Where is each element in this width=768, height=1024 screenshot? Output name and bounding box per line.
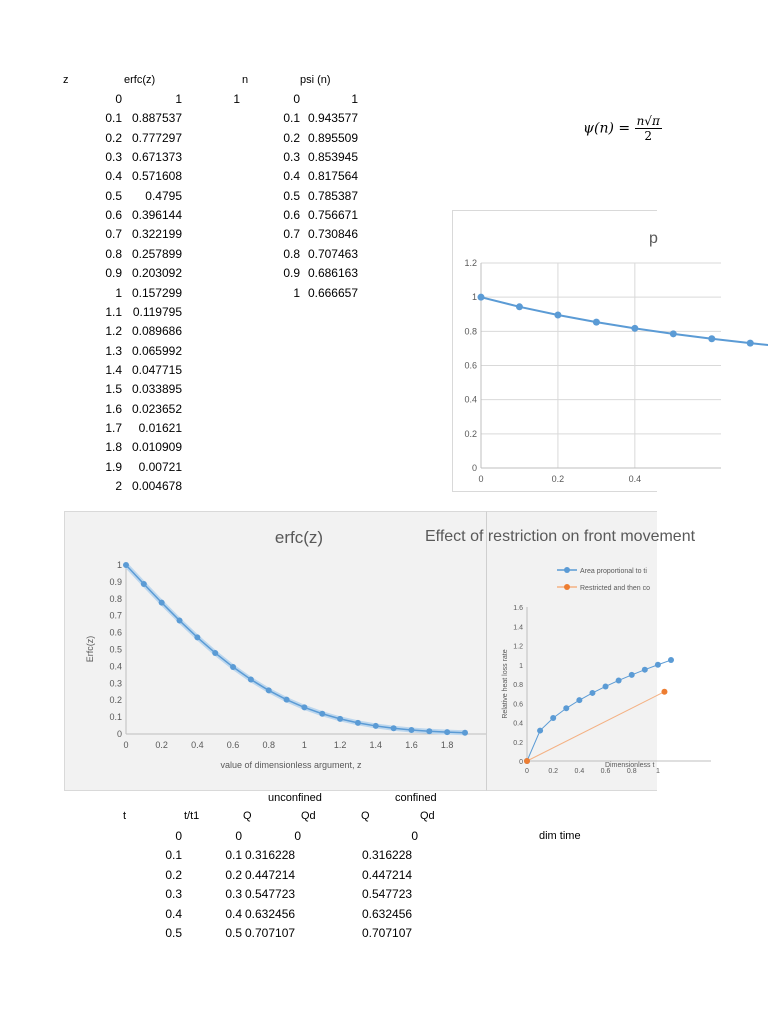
z-value-cell: 0.5 bbox=[105, 189, 122, 203]
y-tick-label: 0.8 bbox=[464, 326, 477, 337]
data-point bbox=[537, 728, 543, 734]
erfc-value-cell: 0.396144 bbox=[131, 208, 182, 222]
x-axis-title: Dimensionless t bbox=[605, 762, 655, 769]
n-value-cell: 0.1 bbox=[283, 111, 300, 125]
psi-value-cell: 0.707463 bbox=[307, 247, 358, 261]
series-line bbox=[527, 660, 671, 761]
col-header-t-t1: t/t1 bbox=[184, 810, 200, 822]
erfc-chart-svg bbox=[65, 512, 487, 790]
q-unconfined-cell: 0.707107 bbox=[245, 926, 296, 940]
data-point bbox=[248, 677, 254, 683]
formula-lhs: ψ(n) = bbox=[583, 120, 631, 137]
erfc-value-cell: 0.322199 bbox=[131, 227, 182, 241]
z-value-cell: 0.3 bbox=[105, 150, 122, 164]
x-tick-label: 1 bbox=[655, 768, 660, 775]
data-point bbox=[373, 723, 379, 729]
erfc-value-cell: 0.203092 bbox=[131, 266, 182, 280]
chart-title: p bbox=[649, 230, 658, 247]
data-point bbox=[141, 581, 147, 587]
n-value-cell: 1 bbox=[293, 286, 300, 300]
z-value-cell: 1.6 bbox=[105, 402, 122, 416]
erfc-chart[interactable] bbox=[64, 511, 488, 791]
psi-value-cell: 1 bbox=[351, 92, 358, 106]
data-point bbox=[212, 650, 218, 656]
erfc-value-cell: 0.01621 bbox=[138, 421, 182, 435]
series-line bbox=[126, 565, 465, 733]
z-value-cell: 1.5 bbox=[105, 382, 122, 396]
x-axis-title: value of dimensionless argument, z bbox=[220, 760, 362, 770]
n-value-cell: 0.4 bbox=[283, 169, 300, 183]
data-point bbox=[319, 711, 325, 717]
z-value-cell: 1 bbox=[115, 286, 122, 300]
q-confined-cell: 0 bbox=[411, 829, 418, 843]
x-tick-label: 1.2 bbox=[333, 740, 347, 750]
psi-value-cell: 0.730846 bbox=[307, 227, 358, 241]
psi-chart-svg bbox=[453, 211, 657, 491]
x-tick-label: 0.8 bbox=[626, 768, 637, 775]
q-unconfined-cell: 0.547723 bbox=[245, 887, 296, 901]
erfc-value-cell: 0.887537 bbox=[131, 111, 182, 125]
psi-value-cell: 0.853945 bbox=[307, 150, 358, 164]
y-tick-label: 0.2 bbox=[513, 739, 523, 747]
x-tick-label: 0.6 bbox=[226, 740, 240, 750]
n-value-cell: 0.9 bbox=[283, 266, 300, 280]
legend-marker-blue bbox=[564, 567, 570, 573]
y-tick-label: 0.4 bbox=[464, 394, 477, 405]
data-point bbox=[123, 562, 129, 568]
x-tick-label: 0.2 bbox=[155, 740, 168, 750]
x-tick-label: 0.4 bbox=[574, 768, 585, 775]
t-t1-cell: 0.2 bbox=[225, 868, 242, 882]
x-tick-label: 1.8 bbox=[440, 740, 454, 750]
t-t1-cell: 0.5 bbox=[225, 926, 242, 940]
data-point bbox=[266, 687, 272, 693]
n-value-cell: 0.3 bbox=[283, 150, 300, 164]
n-value-cell: 0.7 bbox=[283, 227, 300, 241]
data-point bbox=[524, 758, 530, 764]
q-confined-cell: 0.707107 bbox=[362, 926, 413, 940]
z-value-cell: 0 bbox=[115, 92, 122, 106]
q-unconfined-cell: 0.316228 bbox=[245, 848, 296, 862]
z-value-cell: 1.7 bbox=[105, 421, 122, 435]
erfc-value-cell: 0.023652 bbox=[131, 402, 182, 416]
z-value-cell: 0.7 bbox=[105, 227, 122, 241]
y-tick-label: 0.5 bbox=[109, 644, 122, 655]
n-value-cell: 0.6 bbox=[283, 208, 300, 222]
col-header-psi: psi (n) bbox=[300, 74, 331, 86]
data-point bbox=[301, 704, 307, 710]
y-tick-label: 0.4 bbox=[109, 661, 122, 672]
n-value-cell: 0.8 bbox=[283, 247, 300, 261]
col-header-n: n bbox=[242, 74, 249, 86]
erfc-value-cell: 0.671373 bbox=[131, 150, 182, 164]
data-point bbox=[516, 303, 523, 310]
data-point bbox=[642, 667, 648, 673]
z-value-cell: 2 bbox=[115, 479, 122, 493]
psi-value-cell: 0.666657 bbox=[307, 286, 358, 300]
group-header-unconfined: unconfined bbox=[268, 792, 322, 804]
data-point bbox=[661, 689, 667, 695]
y-tick-label: 0.6 bbox=[109, 627, 122, 638]
psi-formula bbox=[583, 114, 662, 143]
data-point bbox=[593, 319, 600, 326]
erfc-value-cell: 0.119795 bbox=[132, 305, 182, 319]
group-header-confined: confined bbox=[395, 792, 437, 804]
erfc-value-cell: 0.257899 bbox=[131, 247, 182, 261]
series-halo bbox=[126, 565, 465, 733]
psi-value-cell: 0.756671 bbox=[307, 208, 358, 222]
psi-chart[interactable] bbox=[452, 210, 657, 492]
z-value-cell: 1.9 bbox=[105, 460, 122, 474]
erfc-value-cell: 0.033895 bbox=[131, 382, 182, 396]
psi-value-cell: 0.895509 bbox=[307, 131, 358, 145]
y-tick-label: 0.6 bbox=[464, 360, 477, 371]
x-tick-label: 1.4 bbox=[369, 740, 383, 750]
n-value-cell: 0.2 bbox=[283, 131, 300, 145]
y-tick-label: 0 bbox=[471, 463, 477, 473]
t-t1-cell: 0.4 bbox=[225, 907, 242, 921]
y-tick-label: 0.1 bbox=[109, 712, 122, 723]
q-confined-cell: 0.447214 bbox=[362, 868, 413, 882]
data-point bbox=[563, 705, 569, 711]
erfc-value-cell: 0.004678 bbox=[131, 479, 182, 493]
data-point bbox=[337, 716, 343, 722]
x-tick-label: 0 bbox=[478, 474, 484, 484]
z-value-cell: 1.1 bbox=[105, 305, 122, 319]
z-value-cell: 1.8 bbox=[105, 440, 122, 454]
y-tick-label: 0.4 bbox=[513, 720, 523, 728]
n-value-cell: 0.5 bbox=[283, 189, 300, 203]
data-point bbox=[284, 697, 290, 703]
data-point bbox=[462, 730, 468, 736]
formula-denominator: 2 bbox=[644, 129, 653, 143]
x-tick-label: 0.2 bbox=[551, 474, 565, 484]
t-cell: 0 bbox=[175, 829, 182, 843]
col-header-erfc: erfc(z) bbox=[124, 74, 156, 86]
psi-value-cell: 0.686163 bbox=[307, 266, 358, 280]
z-value-cell: 0.4 bbox=[105, 169, 122, 183]
q-unconfined-cell: 0.447214 bbox=[245, 868, 296, 882]
erfc-value-cell: 0.157299 bbox=[131, 286, 182, 300]
t-cell: 0.5 bbox=[165, 926, 182, 940]
q-confined-cell: 0.632456 bbox=[362, 907, 413, 921]
data-point bbox=[554, 312, 561, 319]
z-value-cell: 0.8 bbox=[105, 247, 122, 261]
x-tick-label: 0.6 bbox=[600, 768, 611, 775]
q-confined-cell: 0.547723 bbox=[362, 887, 413, 901]
erfc-value-cell: 0.4795 bbox=[145, 189, 182, 203]
z-value-cell: 1.2 bbox=[105, 324, 122, 338]
erfc-value-cell: 0.777297 bbox=[131, 131, 182, 145]
col-header-q-confined: Q bbox=[361, 810, 370, 822]
psi-value-cell: 0.817564 bbox=[307, 169, 358, 183]
col-header-q-unconfined: Q bbox=[243, 810, 252, 822]
x-tick-label: 0.4 bbox=[628, 474, 642, 484]
z-value-cell: 0.2 bbox=[105, 131, 122, 145]
erfc-value-cell: 0.571608 bbox=[131, 169, 182, 183]
restriction-chart[interactable] bbox=[486, 511, 660, 791]
series-line bbox=[481, 297, 768, 354]
x-tick-label: 1 bbox=[301, 740, 307, 750]
y-tick-label: 0.2 bbox=[464, 428, 477, 439]
col-header-t: t bbox=[123, 810, 127, 822]
z-value-cell: 0.1 bbox=[105, 111, 122, 125]
data-point bbox=[603, 683, 609, 689]
x-tick-label: 0.8 bbox=[262, 740, 275, 750]
formula-fraction bbox=[635, 114, 662, 143]
y-axis-title: Relative heat loss rate bbox=[502, 649, 509, 719]
x-tick-label: 0 bbox=[525, 768, 529, 775]
t-cell: 0.2 bbox=[165, 868, 182, 882]
erfc-value-cell: 0.047715 bbox=[131, 363, 182, 377]
t-t1-cell: 0.3 bbox=[225, 887, 242, 901]
y-tick-label: 1 bbox=[519, 662, 523, 670]
col-header-qd-confined: Qd bbox=[420, 810, 435, 822]
data-point bbox=[655, 662, 661, 668]
y-tick-label: 0.9 bbox=[109, 576, 122, 587]
data-point bbox=[670, 330, 677, 337]
data-point bbox=[408, 727, 414, 733]
y-axis-title: Erfc(z) bbox=[85, 635, 95, 663]
y-tick-label: 1.2 bbox=[513, 643, 523, 651]
n-value-cell: 0 bbox=[293, 92, 300, 106]
q-unconfined-cell: 0 bbox=[294, 829, 301, 843]
z-value-cell: 1.4 bbox=[105, 363, 122, 377]
data-point bbox=[589, 690, 595, 696]
t-cell: 0.4 bbox=[165, 907, 182, 921]
data-point bbox=[478, 294, 485, 301]
n-value-cell: 1 bbox=[233, 92, 240, 106]
y-tick-label: 1 bbox=[116, 560, 122, 570]
legend-marker-orange bbox=[564, 584, 570, 590]
q-confined-cell: 0.316228 bbox=[362, 848, 413, 862]
y-tick-label: 0 bbox=[116, 729, 122, 739]
erfc-value-cell: 0.010909 bbox=[131, 440, 182, 454]
t-t1-cell: 0.1 bbox=[225, 848, 242, 862]
legend-label: Restricted and then co bbox=[580, 585, 651, 592]
data-point bbox=[576, 697, 582, 703]
y-tick-label: 1.2 bbox=[464, 258, 477, 268]
data-point bbox=[177, 618, 183, 624]
data-point bbox=[391, 725, 397, 731]
data-point bbox=[708, 335, 715, 342]
erfc-value-cell: 1 bbox=[175, 92, 182, 106]
t-t1-cell: 0 bbox=[235, 829, 242, 843]
series-line bbox=[527, 692, 664, 761]
x-tick-label: 0 bbox=[123, 740, 129, 750]
psi-value-cell: 0.785387 bbox=[307, 189, 358, 203]
z-value-cell: 0.9 bbox=[105, 266, 122, 280]
erfc-value-cell: 0.089686 bbox=[131, 324, 182, 338]
q-unconfined-cell: 0.632456 bbox=[245, 907, 296, 921]
data-point bbox=[631, 325, 638, 332]
col-header-z: z bbox=[63, 74, 69, 86]
formula-numerator: n√π bbox=[636, 114, 660, 128]
dim-time-label: dim time bbox=[539, 830, 581, 842]
z-value-cell: 0.6 bbox=[105, 208, 122, 222]
y-tick-label: 0.6 bbox=[513, 701, 523, 709]
x-tick-label: 0.2 bbox=[548, 768, 559, 775]
y-tick-label: 0.2 bbox=[109, 695, 122, 706]
data-point bbox=[629, 672, 635, 678]
erfc-value-cell: 0.00721 bbox=[138, 460, 182, 474]
t-cell: 0.3 bbox=[165, 887, 182, 901]
data-point bbox=[194, 634, 200, 640]
restriction-chart-svg bbox=[487, 512, 660, 790]
col-header-qd-unconfined: Qd bbox=[301, 810, 316, 822]
y-tick-label: 1.6 bbox=[513, 605, 523, 612]
legend-label: Area proportional to ti bbox=[580, 568, 647, 575]
erfc-value-cell: 0.065992 bbox=[131, 344, 182, 358]
y-tick-label: 0 bbox=[519, 759, 523, 766]
y-tick-label: 0.3 bbox=[109, 678, 122, 689]
data-point bbox=[444, 729, 450, 735]
data-point bbox=[747, 340, 754, 347]
y-tick-label: 1.4 bbox=[513, 624, 523, 632]
y-tick-label: 1 bbox=[471, 292, 477, 303]
t-cell: 0.1 bbox=[165, 848, 182, 862]
data-point bbox=[355, 720, 361, 726]
chart-title: erfc(z) bbox=[274, 528, 324, 547]
psi-value-cell: 0.943577 bbox=[307, 111, 358, 125]
y-tick-label: 0.7 bbox=[109, 610, 122, 621]
z-value-cell: 1.3 bbox=[105, 344, 122, 358]
x-tick-label: 0.4 bbox=[191, 740, 204, 750]
data-point bbox=[616, 677, 622, 683]
y-tick-label: 0.8 bbox=[513, 682, 523, 689]
data-point bbox=[668, 657, 674, 663]
data-point bbox=[230, 664, 236, 670]
y-tick-label: 0.8 bbox=[109, 593, 122, 604]
data-point bbox=[159, 600, 165, 606]
restriction-chart-title: Effect of restriction on front movement bbox=[425, 528, 696, 545]
x-tick-label: 1.6 bbox=[405, 740, 418, 750]
data-point bbox=[426, 728, 432, 734]
data-point bbox=[550, 715, 556, 721]
